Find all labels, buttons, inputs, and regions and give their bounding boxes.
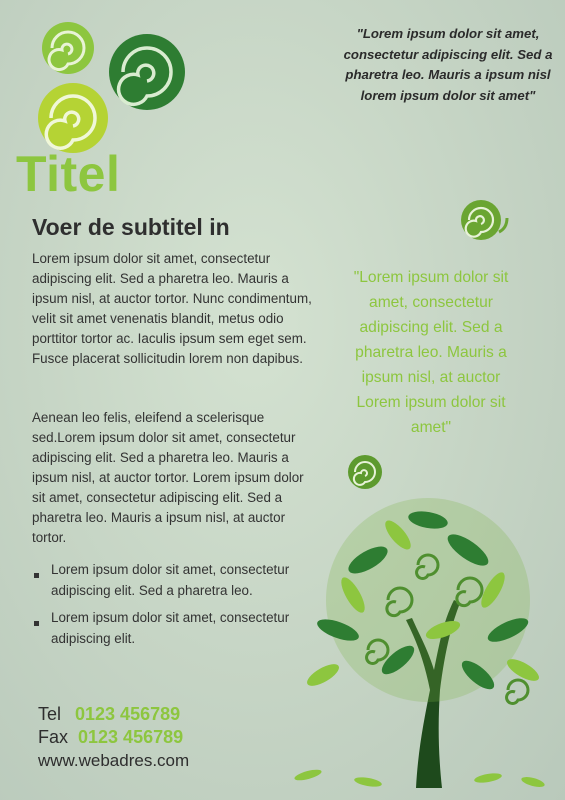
tree-illustration: [278, 490, 565, 790]
fern-swirl-icon: [345, 452, 387, 494]
bullet-square-icon: [34, 621, 39, 626]
tel-number: 0123 456789: [75, 704, 181, 724]
fern-swirl-icon: [457, 196, 509, 244]
contact-fax-row: [38, 726, 189, 749]
fax-number: 0123 456789: [78, 727, 184, 747]
bullet-square-icon: [34, 573, 39, 578]
swirl-logo-icon: [28, 18, 198, 163]
page-title: Titel: [16, 146, 121, 202]
contact-tel-row: [38, 703, 189, 726]
fax-label: Fax: [38, 727, 69, 747]
website: www.webadres.com: [38, 751, 190, 770]
body-paragraph-2: Aenean leo felis, eleifend a scelerisque sed.Lorem ipsum dolor sit amet, consectetur adipiscing elit. Sed a pharetra leo. Mauris a ipsum nisl, at auctor tortor. Lorem ipsum dolor sit amet, consectetur adipiscing elit. Sed a pharetra leo. Mauris a ipsum nisl, at auctor tortor.: [32, 410, 304, 545]
tel-label: Tel: [38, 704, 62, 724]
bullet-text: Lorem ipsum dolor sit amet, consectetur adipiscing elit.: [51, 610, 290, 646]
bullet-text: Lorem ipsum dolor sit amet, consectetur adipiscing elit. Sed a pharetra leo.: [51, 562, 290, 598]
body-paragraph-1: Lorem ipsum dolor sit amet, consectetur adipiscing elit. Sed a pharetra leo. Mauris a ipsum nisl, at auctor tortor. Nunc condimentum, velit sit amet venenatis blandit, metus odio porttitor tortor ac. Iaculis ipsum sem eget sem. Fusce placerat sollicitudin lorem non dapibus.: [32, 251, 312, 366]
pull-quote-middle: "Lorem ipsum dolor sit amet, consectetur adipiscing elit. Sed a pharetra leo. Mauris a ipsum nisl, at auctor Lorem ipsum dolor sit amet": [353, 269, 509, 436]
page-subtitle: Voer de subtitel in: [32, 214, 230, 240]
contact-block: [38, 703, 189, 772]
pull-quote-top: "Lorem ipsum dolor sit amet, consectetur adipiscing elit. Sed a pharetra leo. Mauris a ipsum nisl lorem ipsum dolor sit amet": [343, 26, 553, 103]
